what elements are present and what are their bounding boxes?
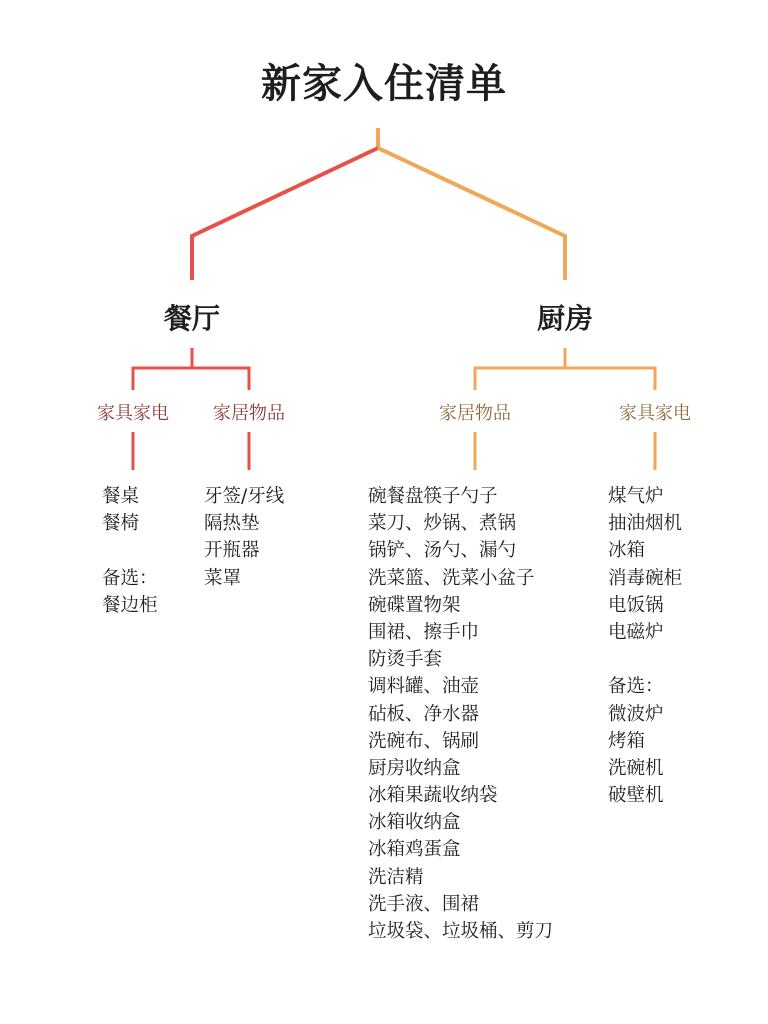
list-item: 抽油烟机 (608, 513, 683, 535)
list-item: 煤气炉 (608, 486, 664, 507)
list-item: 餐边柜 (102, 594, 158, 616)
list-item: 隔热垫 (204, 513, 260, 535)
sub-label-kitchen-household: 家居物品 (439, 403, 511, 424)
optional-label: 备选： (608, 676, 664, 698)
list-item: 电饭锅 (608, 594, 664, 616)
list-item: 防烫手套 (368, 649, 443, 671)
list-item: 开瓶器 (204, 540, 260, 562)
list-item: 调料罐、油壶 (368, 676, 480, 698)
branch-label-dining: 餐厅 (163, 302, 220, 335)
branch-label-kitchen: 厨房 (536, 302, 593, 335)
list-dining-household (204, 483, 284, 592)
root-to-dining-line (192, 148, 378, 280)
list-item: 菜罩 (204, 567, 242, 589)
list-item: 菜刀、炒锅、煮锅 (368, 513, 517, 535)
list-item: 碗餐盘筷子勺子 (368, 486, 498, 507)
list-item: 餐椅 (102, 513, 140, 535)
sub-label-dining-household: 家居物品 (213, 403, 285, 424)
list-dining-furniture (102, 483, 158, 619)
list-item: 微波炉 (608, 703, 664, 725)
list-item: 洗碗布、锅刷 (368, 730, 480, 752)
list-kitchen-household (368, 483, 553, 945)
root-to-kitchen-line (378, 148, 565, 280)
kitchen-split-line (475, 348, 655, 390)
list-kitchen-appliances (608, 483, 682, 809)
list-item: 洗碗机 (608, 757, 664, 779)
list-item: 餐桌 (102, 486, 140, 507)
list-item: 锅铲、汤勺、漏勺 (368, 540, 517, 562)
list-item: 冰箱 (608, 540, 646, 562)
list-spacer (102, 537, 158, 564)
list-item: 烤箱 (608, 730, 646, 752)
optional-label: 备选： (102, 567, 158, 589)
sub-label-kitchen-appliances: 家具家电 (619, 403, 691, 424)
diagram-title: 新家入住清单 (261, 61, 507, 107)
list-item: 洗手液、围裙 (368, 893, 480, 915)
list-spacer (608, 646, 682, 673)
list-item: 牙签/牙线 (204, 486, 285, 507)
list-item: 洗菜篮、洗菜小盆子 (368, 567, 535, 589)
list-item: 洗洁精 (368, 866, 424, 888)
list-item: 砧板、净水器 (368, 703, 480, 725)
list-item: 冰箱鸡蛋盒 (368, 839, 461, 861)
list-item: 垃圾袋、垃圾桶、剪刀 (368, 921, 554, 942)
dining-split-line (133, 348, 249, 390)
list-item: 围裙、擦手巾 (368, 621, 480, 643)
list-item: 消毒碗柜 (608, 567, 683, 589)
list-item: 冰箱果蔬收纳袋 (368, 785, 498, 807)
sub-label-dining-furniture: 家具家电 (97, 403, 169, 424)
list-item: 碗碟置物架 (368, 594, 461, 616)
list-item: 破壁机 (608, 785, 664, 807)
list-item: 冰箱收纳盒 (368, 812, 461, 834)
list-item: 厨房收纳盒 (368, 757, 461, 779)
list-item: 电磁炉 (608, 621, 664, 643)
